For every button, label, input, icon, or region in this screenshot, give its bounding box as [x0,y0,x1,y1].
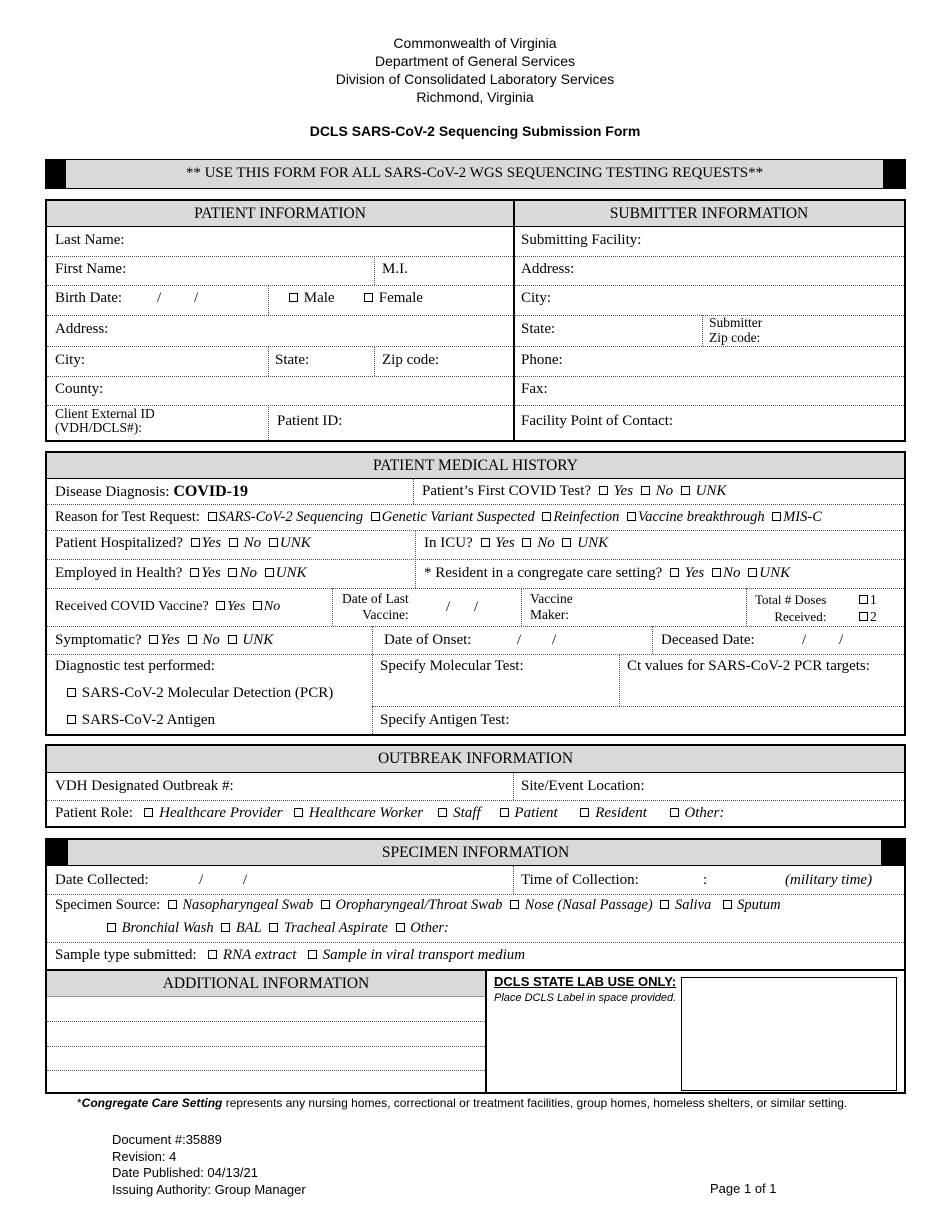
last-name-field[interactable]: Last Name: [55,232,125,248]
role-staff[interactable]: Staff [434,805,480,821]
molecular-test-field[interactable]: Specify Molecular Test: [380,658,524,674]
symptomatic-no[interactable]: No [184,632,220,648]
checkbox-icon[interactable] [188,635,197,644]
employed-yes[interactable]: Yes [186,565,220,581]
outbreak-number-field[interactable]: VDH Designated Outbreak #: [55,778,234,794]
first-test-unk[interactable]: UNK [677,483,727,499]
patient-submitter-section [45,199,906,442]
received-vaccine-question: Received COVID Vaccine? Yes No [55,599,281,614]
checkbox-icon[interactable] [67,715,76,724]
checkbox-icon[interactable] [627,512,636,521]
checkbox-icon[interactable] [772,512,781,521]
document-info [112,1132,306,1198]
issuing-authority: Issuing Authority: Group Manager [112,1181,306,1197]
source-bal[interactable]: BAL [217,920,261,936]
role-healthcare-provider[interactable]: Healthcare Provider [140,805,282,821]
onset-date-slash-2: / [552,632,557,648]
collected-date-slash-1: / [199,872,204,888]
vaccine-maker-field[interactable]: Vaccine Maker: [530,591,573,622]
specimen-source-row-1: Specimen Source: Nasopharyngeal Swab Oropharyngeal/Throat Swab Nose (Nasal Passage) Saliva Sputum [55,897,781,913]
client-external-id-field[interactable]: Client External ID (VDH/DCLS#): [55,406,155,435]
checkbox-icon[interactable] [107,923,116,932]
checkbox-icon[interactable] [859,595,868,604]
checkbox-icon[interactable] [670,568,679,577]
source-tracheal-aspirate[interactable]: Tracheal Aspirate [265,920,388,936]
hospitalized-yes[interactable]: Yes [187,535,221,551]
role-resident[interactable]: Resident [576,805,646,821]
checkbox-icon[interactable] [510,900,519,909]
checkbox-icon[interactable] [371,512,380,521]
patient-address-field[interactable]: Address: [55,321,109,337]
source-nasopharyngeal[interactable]: Nasopharyngeal Swab [164,897,314,913]
hospitalized-no[interactable]: No [225,535,261,551]
header-line-1: Commonwealth of Virginia [393,35,557,51]
checkbox-icon[interactable] [168,900,177,909]
reason-genetic-variant[interactable]: Genetic Variant Suspected [367,509,535,525]
employed-in-health-question: Employed in Health? Yes No UNK [55,565,307,581]
vaccine-yes[interactable]: Yes [212,599,245,614]
onset-date-field[interactable]: Date of Onset: [384,632,472,648]
total-doses-label: Total # Doses Received: [755,592,827,624]
last-vaccine-date-field[interactable]: Date of Last Vaccine: [342,591,409,622]
checkbox-icon[interactable] [228,568,237,577]
header-line-4: Richmond, Virginia [416,89,534,105]
source-nose[interactable]: Nose (Nasal Passage) [506,897,653,913]
congregate-no[interactable]: No [708,565,741,581]
instruction-banner [45,159,906,189]
checkbox-icon[interactable] [364,293,373,302]
birth-date-slash-2: / [194,290,199,306]
reason-reinfection[interactable]: Reinfection [538,509,619,525]
first-covid-test-question: Patient’s First COVID Test? Yes No UNK [422,483,727,499]
time-colon: : [703,872,708,888]
checkbox-icon[interactable] [723,900,732,909]
dose-options [855,591,877,625]
source-bronchial-wash[interactable]: Bronchial Wash [103,920,214,936]
employed-no[interactable]: No [224,565,257,581]
checkbox-icon[interactable] [216,601,225,610]
patient-info-heading: PATIENT INFORMATION [47,201,513,227]
dcls-label-box [681,977,897,1091]
reason-vaccine-breakthrough[interactable]: Vaccine breakthrough [623,509,765,525]
reason-sequencing[interactable]: SARS-CoV-2 Sequencing [204,509,364,525]
checkbox-icon[interactable] [599,486,608,495]
collected-date-slash-2: / [243,872,248,888]
document-number: Document #:35889 [112,1132,222,1147]
checkbox-icon[interactable] [321,900,330,909]
checkbox-icon[interactable] [522,538,531,547]
sex-male-option[interactable]: Male [285,290,335,307]
checkbox-icon[interactable] [269,923,278,932]
checkbox-icon[interactable] [481,538,490,547]
submitter-phone-field[interactable]: Phone: [521,352,563,368]
congregate-unk[interactable]: UNK [744,565,790,581]
checkbox-icon[interactable] [67,688,76,697]
birth-date-slash-1: / [157,290,162,306]
sample-rna-extract[interactable]: RNA extract [204,947,296,963]
symptomatic-question: Symptomatic? Yes No UNK [55,632,274,648]
deceased-date-slash-2: / [839,632,844,648]
checkbox-icon[interactable] [562,538,571,547]
checkbox-icon[interactable] [144,808,153,817]
source-other[interactable]: Other: [392,920,449,936]
checkbox-icon[interactable] [396,923,405,932]
dose-1-option[interactable]: 1 [855,592,877,607]
checkbox-icon[interactable] [191,538,200,547]
submitter-fax-field[interactable]: Fax: [521,381,548,397]
diagnostic-test-label: Diagnostic test performed: [55,658,215,674]
specimen-section [45,838,906,1094]
checkbox-icon[interactable] [229,538,238,547]
specimen-source-row-2 [103,920,449,937]
first-test-yes[interactable]: Yes [595,483,633,499]
banner-text: ** USE THIS FORM FOR ALL SARS-CoV-2 WGS SEQUENCING TESTING REQUESTS** [185,165,764,181]
checkbox-icon[interactable] [859,612,868,621]
checkbox-icon[interactable] [681,486,690,495]
lab-use-title: DCLS STATE LAB USE ONLY: [494,974,677,989]
source-saliva[interactable]: Saliva [656,897,711,913]
lab-use-note: Place DCLS Label in space provided. [494,992,677,1004]
sample-viral-transport[interactable]: Sample in viral transport medium [304,947,525,963]
sex-female-option[interactable]: Female [360,290,423,307]
dose-2-option[interactable]: 2 [855,609,877,624]
icu-question: In ICU? Yes No UNK [424,535,609,551]
employed-unk[interactable]: UNK [261,565,307,581]
source-sputum[interactable]: Sputum [719,897,781,913]
icu-unk[interactable]: UNK [558,535,608,551]
icu-no[interactable]: No [518,535,554,551]
checkbox-icon[interactable] [289,293,298,302]
role-healthcare-worker[interactable]: Healthcare Worker [290,805,423,821]
specimen-heading: SPECIMEN INFORMATION [47,840,904,866]
role-other[interactable]: Other: [666,805,725,821]
checkbox-icon[interactable] [149,635,158,644]
patient-state-field[interactable]: State: [275,352,310,368]
outbreak-section [45,744,906,828]
patient-id-field[interactable]: Patient ID: [277,413,343,429]
checkbox-icon[interactable] [500,808,509,817]
vaccine-date-slash-2: / [474,599,479,615]
submitter-zip-field[interactable]: Submitter Zip code: [709,315,763,345]
page-number: Page 1 of 1 [710,1181,777,1196]
patient-zip-field[interactable]: Zip code: [382,352,440,368]
vaccine-date-slash-1: / [446,599,451,615]
checkbox-icon[interactable] [748,568,757,577]
patient-city-field[interactable]: City: [55,352,86,368]
checkbox-icon[interactable] [438,808,447,817]
checkbox-icon[interactable] [294,808,303,817]
vaccine-no[interactable]: No [249,599,280,614]
checkbox-icon[interactable] [208,950,217,959]
antigen-test-field[interactable]: Specify Antigen Test: [380,712,510,728]
medical-history-heading: PATIENT MEDICAL HISTORY [47,453,904,479]
congregate-yes[interactable]: Yes [666,565,704,581]
source-oropharyngeal[interactable]: Oropharyngeal/Throat Swab [317,897,503,913]
first-test-no[interactable]: No [637,483,673,499]
checkbox-icon[interactable] [190,568,199,577]
header-line-3: Division of Consolidated Laboratory Services [335,71,615,87]
checkbox-icon[interactable] [253,601,262,610]
checkbox-icon[interactable] [265,568,274,577]
revision: Revision: 4 [112,1148,177,1164]
hospitalized-question: Patient Hospitalized? Yes No UNK [55,535,311,551]
congregate-care-question: * Resident in a congregate care setting? Yes No UNK [424,565,791,581]
medical-history-section [45,451,906,736]
military-time-note: (military time) [785,872,873,888]
antigen-test-option[interactable]: SARS-CoV-2 Antigen [63,712,215,729]
checkbox-icon[interactable] [269,538,278,547]
outbreak-heading: OUTBREAK INFORMATION [47,746,904,773]
submitter-state-field[interactable]: State: [521,321,556,337]
checkbox-icon[interactable] [208,512,217,521]
first-name-field[interactable]: First Name: [55,261,127,277]
submitter-info-heading: SUBMITTER INFORMATION [514,201,904,227]
checkbox-icon[interactable] [660,900,669,909]
symptomatic-yes[interactable]: Yes [145,632,179,648]
checkbox-icon[interactable] [670,808,679,817]
checkbox-icon[interactable] [712,568,721,577]
symptomatic-unk[interactable]: UNK [224,632,274,648]
date-collected-field[interactable]: Date Collected: [55,872,149,888]
patient-role-row: Patient Role: Healthcare Provider Healthcare Worker Staff Patient Resident Other: [55,805,725,821]
reason-for-test: Reason for Test Request: SARS-CoV-2 Sequencing Genetic Variant Suspected Reinfection Vaccine breakthrough MIS-C [55,509,822,525]
disease-diagnosis: Disease Diagnosis: COVID-19 [55,483,248,500]
checkbox-icon[interactable] [641,486,650,495]
role-patient[interactable]: Patient [496,805,558,821]
point-of-contact-field[interactable]: Facility Point of Contact: [521,413,674,429]
checkbox-icon[interactable] [580,808,589,817]
middle-initial-field[interactable]: M.I. [382,261,408,277]
congregate-care-footnote: *Congregate Care Setting represents any nursing homes, correctional or treatment facilities, group homes, homeless shelters, or similar setting. [77,1096,848,1110]
deceased-date-field[interactable]: Deceased Date: [661,632,755,648]
checkbox-icon[interactable] [228,635,237,644]
date-published: Date Published: 04/13/21 [112,1165,258,1180]
onset-date-slash-1: / [517,632,522,648]
county-field[interactable]: County: [55,381,104,397]
checkbox-icon[interactable] [308,950,317,959]
checkbox-icon[interactable] [221,923,230,932]
icu-yes[interactable]: Yes [477,535,515,551]
hospitalized-unk[interactable]: UNK [265,535,311,551]
birth-date-field[interactable]: Birth Date: [55,290,123,306]
sample-type-row: Sample type submitted: RNA extract Sample in viral transport medium [55,947,526,963]
submitting-facility-field[interactable]: Submitting Facility: [521,232,642,248]
pcr-test-option[interactable]: SARS-CoV-2 Molecular Detection (PCR) [63,685,333,702]
submitter-city-field[interactable]: City: [521,290,552,306]
checkbox-icon[interactable] [542,512,551,521]
deceased-date-slash-1: / [802,632,807,648]
reason-mis-c[interactable]: MIS-C [768,509,822,525]
site-event-location-field[interactable]: Site/Event Location: [521,778,645,794]
header-line-2: Department of General Services [375,53,575,69]
form-title: DCLS SARS-CoV-2 Sequencing Submission Form [309,123,641,139]
additional-info-heading: ADDITIONAL INFORMATION [47,971,485,997]
submitter-address-field[interactable]: Address: [521,261,575,277]
time-of-collection-field[interactable]: Time of Collection: [521,872,639,888]
ct-values-field[interactable]: Ct values for SARS-CoV-2 PCR targets: [627,658,870,674]
